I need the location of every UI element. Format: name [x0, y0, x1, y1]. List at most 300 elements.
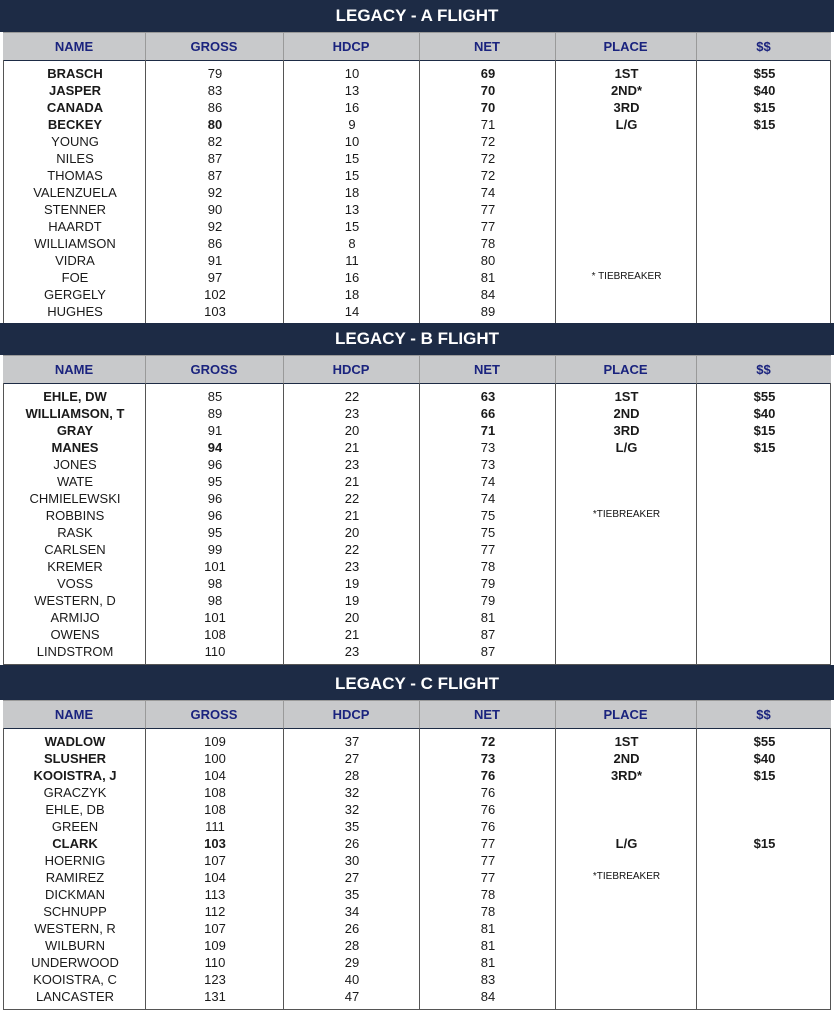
cell-hdcp: 37: [344, 734, 360, 749]
cell-hdcp: 16: [344, 270, 360, 285]
table-row: [4, 184, 832, 201]
table-row: [4, 643, 832, 660]
cell-name: HAARDT: [48, 219, 102, 234]
cell-money: [697, 609, 832, 626]
cell-name: WESTERN, R: [34, 921, 116, 936]
cell-hdcp: 22: [344, 491, 360, 506]
cell-money: [697, 218, 832, 235]
cell-name: GRACZYK: [43, 785, 107, 800]
cell-hdcp: 27: [344, 870, 360, 885]
cell-place: 2ND*: [610, 83, 643, 98]
cell-net: 69: [480, 66, 496, 81]
cell-hdcp: 15: [344, 168, 360, 183]
cell-hdcp: 18: [344, 185, 360, 200]
cell-net: 76: [480, 819, 496, 834]
cell-place: [556, 218, 697, 235]
cell-place: [556, 852, 697, 869]
cell-name: ARMIJO: [50, 610, 100, 625]
table-row: [4, 303, 832, 320]
cell-net: 76: [480, 802, 496, 817]
table-row: [4, 167, 832, 184]
table-row: [4, 218, 832, 235]
column-header-name: NAME: [54, 362, 94, 377]
cell-net: 70: [480, 100, 496, 115]
flight-table-body: [3, 383, 831, 665]
cell-net: 66: [480, 406, 496, 421]
cell-name: MANES: [51, 440, 99, 455]
cell-net: 89: [480, 304, 496, 319]
table-row: [4, 733, 832, 750]
cell-money: [697, 643, 832, 660]
cell-net: 78: [480, 887, 496, 902]
cell-gross: 110: [204, 644, 226, 659]
cell-place: 1ST: [614, 66, 639, 81]
cell-gross: 103: [204, 304, 226, 319]
cell-hdcp: 21: [344, 440, 360, 455]
flight-title: LEGACY - C FLIGHT: [0, 668, 834, 700]
cell-gross: 94: [207, 440, 223, 455]
cell-hdcp: 22: [344, 389, 360, 404]
cell-hdcp: 21: [344, 474, 360, 489]
cell-hdcp: 35: [344, 819, 360, 834]
column-divider: [419, 33, 420, 60]
cell-name: ROBBINS: [45, 508, 105, 523]
cell-place: [556, 643, 697, 660]
cell-money: [697, 541, 832, 558]
flight-title: LEGACY - A FLIGHT: [0, 0, 834, 32]
cell-place: 1ST: [614, 389, 639, 404]
column-divider: [419, 356, 420, 383]
tiebreaker-note: *TIEBREAKER: [592, 509, 661, 520]
column-divider: [145, 33, 146, 60]
tiebreaker-note: * TIEBREAKER: [591, 271, 662, 282]
cell-money: [697, 903, 832, 920]
table-row: [4, 609, 832, 626]
column-header-hdcp: HDCP: [332, 39, 370, 54]
flight-table-body: [3, 60, 831, 325]
column-divider: [283, 33, 284, 60]
table-row: [4, 558, 832, 575]
cell-gross: 98: [207, 593, 223, 608]
cell-gross: 113: [204, 887, 226, 902]
cell-name: VIDRA: [55, 253, 95, 268]
cell-net: 73: [480, 457, 496, 472]
cell-place: [556, 184, 697, 201]
cell-hdcp: 10: [344, 66, 360, 81]
table-row: [4, 886, 832, 903]
cell-place: [556, 937, 697, 954]
cell-net: 77: [480, 219, 496, 234]
cell-net: 81: [480, 270, 496, 285]
table-row: [4, 456, 832, 473]
cell-money: $40: [753, 83, 776, 98]
cell-place: [556, 988, 697, 1005]
cell-hdcp: 26: [344, 836, 360, 851]
cell-money: [697, 150, 832, 167]
cell-money: $40: [753, 406, 776, 421]
cell-net: 77: [480, 870, 496, 885]
cell-money: [697, 286, 832, 303]
cell-net: 79: [480, 576, 496, 591]
cell-net: 72: [480, 134, 496, 149]
cell-name: KOOISTRA, C: [33, 972, 117, 987]
cell-net: 81: [480, 955, 496, 970]
cell-net: 71: [480, 117, 496, 132]
cell-net: 76: [480, 768, 496, 783]
cell-money: $15: [753, 768, 776, 783]
cell-money: $40: [753, 751, 776, 766]
column-header-money: $$: [756, 362, 771, 377]
cell-hdcp: 23: [344, 457, 360, 472]
cell-hdcp: 10: [344, 134, 360, 149]
cell-net: 81: [480, 610, 496, 625]
cell-gross: 95: [207, 525, 223, 540]
cell-money: $55: [753, 734, 776, 749]
cell-gross: 86: [207, 100, 223, 115]
cell-name: BRASCH: [47, 66, 103, 81]
cell-net: 75: [480, 525, 496, 540]
cell-name: DICKMAN: [45, 887, 105, 902]
cell-hdcp: 32: [344, 802, 360, 817]
cell-name: STENNER: [43, 202, 107, 217]
cell-place: [556, 954, 697, 971]
column-divider: [555, 33, 556, 60]
cell-place: [556, 541, 697, 558]
cell-place: [556, 801, 697, 818]
cell-name: OWENS: [50, 627, 100, 642]
table-row: [4, 388, 832, 405]
cell-gross: 98: [207, 576, 223, 591]
flight-table-body: [3, 728, 831, 1010]
cell-name: EHLE, DB: [45, 802, 105, 817]
cell-gross: 110: [204, 955, 226, 970]
column-divider: [145, 701, 146, 728]
cell-net: 72: [480, 168, 496, 183]
cell-place: [556, 971, 697, 988]
cell-gross: 96: [207, 457, 223, 472]
cell-gross: 86: [207, 236, 223, 251]
cell-net: 83: [480, 972, 496, 987]
cell-gross: 104: [204, 768, 226, 783]
cell-hdcp: 19: [344, 576, 360, 591]
cell-money: [697, 801, 832, 818]
cell-money: $55: [753, 389, 776, 404]
cell-net: 81: [480, 921, 496, 936]
cell-gross: 101: [204, 610, 226, 625]
cell-gross: 83: [207, 83, 223, 98]
cell-hdcp: 20: [344, 525, 360, 540]
cell-money: [697, 988, 832, 1005]
cell-net: 71: [480, 423, 496, 438]
table-row: [4, 541, 832, 558]
cell-money: $15: [753, 117, 776, 132]
table-row: [4, 801, 832, 818]
cell-place: [556, 592, 697, 609]
column-divider: [696, 356, 697, 383]
cell-place: [556, 903, 697, 920]
cell-name: CLARK: [52, 836, 98, 851]
cell-place: 3RD: [613, 423, 640, 438]
cell-hdcp: 13: [344, 202, 360, 217]
cell-place: [556, 252, 697, 269]
column-divider: [555, 356, 556, 383]
cell-money: [697, 235, 832, 252]
cell-money: [697, 507, 832, 524]
cell-net: 87: [480, 644, 496, 659]
cell-name: EHLE, DW: [43, 389, 107, 404]
cell-gross: 102: [204, 287, 226, 302]
cell-name: RAMIREZ: [45, 870, 105, 885]
cell-hdcp: 27: [344, 751, 360, 766]
cell-net: 84: [480, 287, 496, 302]
cell-hdcp: 11: [345, 253, 359, 268]
cell-hdcp: 22: [344, 542, 360, 557]
table-row: [4, 439, 832, 456]
cell-gross: 97: [207, 270, 223, 285]
cell-money: [697, 971, 832, 988]
cell-money: [697, 575, 832, 592]
cell-hdcp: 40: [344, 972, 360, 987]
cell-net: 77: [480, 542, 496, 557]
cell-gross: 107: [204, 853, 226, 868]
cell-money: [697, 592, 832, 609]
cell-name: WESTERN, D: [34, 593, 116, 608]
cell-place: [556, 626, 697, 643]
cell-net: 79: [480, 593, 496, 608]
cell-hdcp: 20: [344, 423, 360, 438]
cell-place: 2ND: [613, 751, 640, 766]
table-row: [4, 869, 832, 886]
cell-name: NILES: [56, 151, 94, 166]
cell-name: SLUSHER: [43, 751, 107, 766]
cell-hdcp: 21: [344, 508, 360, 523]
cell-place: 3RD: [613, 100, 640, 115]
cell-gross: 95: [207, 474, 223, 489]
cell-gross: 87: [207, 151, 223, 166]
table-row: [4, 767, 832, 784]
cell-name: RASK: [57, 525, 93, 540]
column-header-row: [3, 32, 831, 61]
cell-place: [556, 286, 697, 303]
cell-hdcp: 13: [344, 83, 360, 98]
column-header-net: NET: [474, 39, 500, 54]
cell-name: WILLIAMSON, T: [25, 406, 125, 421]
cell-place: [556, 818, 697, 835]
table-row: [4, 490, 832, 507]
cell-money: [697, 473, 832, 490]
cell-place: [556, 473, 697, 490]
cell-place: [556, 784, 697, 801]
cell-net: 77: [480, 853, 496, 868]
cell-name: VALENZUELA: [33, 185, 117, 200]
column-header-row: [3, 700, 831, 729]
cell-net: 73: [480, 440, 496, 455]
cell-name: YOUNG: [51, 134, 99, 149]
cell-name: JASPER: [48, 83, 102, 98]
cell-gross: 96: [207, 508, 223, 523]
cell-net: 72: [480, 151, 496, 166]
column-header-gross: GROSS: [190, 362, 238, 377]
column-divider: [283, 356, 284, 383]
column-header-row: [3, 355, 831, 384]
table-row: [4, 116, 832, 133]
cell-hdcp: 19: [344, 593, 360, 608]
cell-gross: 92: [207, 219, 223, 234]
cell-net: 63: [480, 389, 496, 404]
cell-money: $15: [753, 423, 776, 438]
cell-gross: 112: [204, 904, 226, 919]
cell-money: [697, 869, 832, 886]
cell-hdcp: 21: [344, 627, 360, 642]
cell-gross: 87: [207, 168, 223, 183]
table-row: [4, 784, 832, 801]
cell-hdcp: 18: [344, 287, 360, 302]
cell-net: 81: [480, 938, 496, 953]
cell-place: 3RD*: [610, 768, 643, 783]
cell-money: $15: [753, 100, 776, 115]
cell-net: 77: [480, 836, 496, 851]
cell-place: [556, 575, 697, 592]
column-header-place: PLACE: [603, 362, 648, 377]
cell-name: GRAY: [56, 423, 94, 438]
cell-place: [556, 303, 697, 320]
cell-gross: 82: [207, 134, 223, 149]
cell-net: 72: [480, 734, 496, 749]
cell-hdcp: 9: [348, 117, 356, 132]
cell-gross: 92: [207, 185, 223, 200]
cell-money: [697, 490, 832, 507]
cell-net: 74: [480, 185, 496, 200]
cell-name: WILLIAMSON: [34, 236, 116, 251]
table-row: [4, 82, 832, 99]
cell-name: THOMAS: [47, 168, 103, 183]
cell-money: [697, 269, 832, 286]
cell-gross: 131: [204, 989, 226, 1004]
table-row: [4, 422, 832, 439]
cell-hdcp: 16: [344, 100, 360, 115]
cell-name: CHMIELEWSKI: [29, 491, 121, 506]
cell-money: [697, 456, 832, 473]
column-header-gross: GROSS: [190, 707, 238, 722]
cell-hdcp: 15: [344, 151, 360, 166]
tiebreaker-note: *TIEBREAKER: [592, 871, 661, 882]
table-row: [4, 954, 832, 971]
cell-name: LINDSTROM: [36, 644, 114, 659]
cell-place: [556, 886, 697, 903]
cell-gross: 108: [204, 785, 226, 800]
column-header-money: $$: [756, 39, 771, 54]
cell-place: 1ST: [614, 734, 639, 749]
table-row: [4, 133, 832, 150]
cell-place: [556, 920, 697, 937]
cell-net: 78: [480, 236, 496, 251]
cell-name: SCHNUPP: [43, 904, 107, 919]
column-header-hdcp: HDCP: [332, 707, 370, 722]
table-row: [4, 626, 832, 643]
cell-net: 87: [480, 627, 496, 642]
cell-net: 75: [480, 508, 496, 523]
cell-hdcp: 26: [344, 921, 360, 936]
cell-name: WATE: [56, 474, 94, 489]
cell-gross: 104: [204, 870, 226, 885]
table-row: [4, 903, 832, 920]
column-divider: [283, 701, 284, 728]
cell-name: GREEN: [51, 819, 99, 834]
cell-hdcp: 29: [344, 955, 360, 970]
cell-money: [697, 558, 832, 575]
cell-hdcp: 8: [348, 236, 356, 251]
cell-name: FOE: [61, 270, 89, 285]
column-divider: [145, 356, 146, 383]
cell-name: KOOISTRA, J: [33, 768, 117, 783]
cell-name: HOERNIG: [44, 853, 106, 868]
cell-net: 73: [480, 751, 496, 766]
cell-gross: 89: [207, 406, 223, 421]
column-divider: [696, 33, 697, 60]
table-row: [4, 971, 832, 988]
cell-gross: 108: [204, 802, 226, 817]
cell-name: VOSS: [56, 576, 94, 591]
cell-place: [556, 558, 697, 575]
table-row: [4, 507, 832, 524]
cell-place: [556, 167, 697, 184]
cell-money: [697, 920, 832, 937]
cell-money: [697, 201, 832, 218]
cell-gross: 91: [207, 423, 223, 438]
cell-gross: 109: [204, 938, 226, 953]
cell-name: GERGELY: [44, 287, 106, 302]
cell-hdcp: 30: [344, 853, 360, 868]
flight-title: LEGACY - B FLIGHT: [0, 323, 834, 355]
cell-place: [556, 133, 697, 150]
cell-gross: 109: [204, 734, 226, 749]
column-header-hdcp: HDCP: [332, 362, 370, 377]
cell-place: L/G: [615, 117, 638, 132]
cell-money: $15: [753, 440, 776, 455]
table-row: [4, 473, 832, 490]
cell-place: [556, 456, 697, 473]
cell-name: HUGHES: [47, 304, 103, 319]
column-header-money: $$: [756, 707, 771, 722]
cell-money: [697, 303, 832, 320]
cell-place: L/G: [615, 836, 638, 851]
table-row: [4, 835, 832, 852]
cell-money: [697, 954, 832, 971]
cell-net: 76: [480, 785, 496, 800]
cell-name: KREMER: [47, 559, 103, 574]
cell-name: WILBURN: [45, 938, 105, 953]
table-row: [4, 937, 832, 954]
cell-money: $55: [753, 66, 776, 81]
cell-gross: 103: [204, 836, 226, 851]
cell-gross: 85: [207, 389, 223, 404]
table-row: [4, 750, 832, 767]
cell-name: CARLSEN: [44, 542, 106, 557]
cell-hdcp: 28: [344, 768, 360, 783]
cell-gross: 90: [207, 202, 223, 217]
cell-place: [556, 150, 697, 167]
cell-money: [697, 626, 832, 643]
cell-hdcp: 32: [344, 785, 360, 800]
cell-hdcp: 14: [344, 304, 360, 319]
cell-name: UNDERWOOD: [31, 955, 119, 970]
cell-name: WADLOW: [44, 734, 106, 749]
table-row: [4, 286, 832, 303]
cell-money: $15: [753, 836, 776, 851]
table-row: [4, 818, 832, 835]
cell-net: 77: [480, 202, 496, 217]
column-header-place: PLACE: [603, 707, 648, 722]
